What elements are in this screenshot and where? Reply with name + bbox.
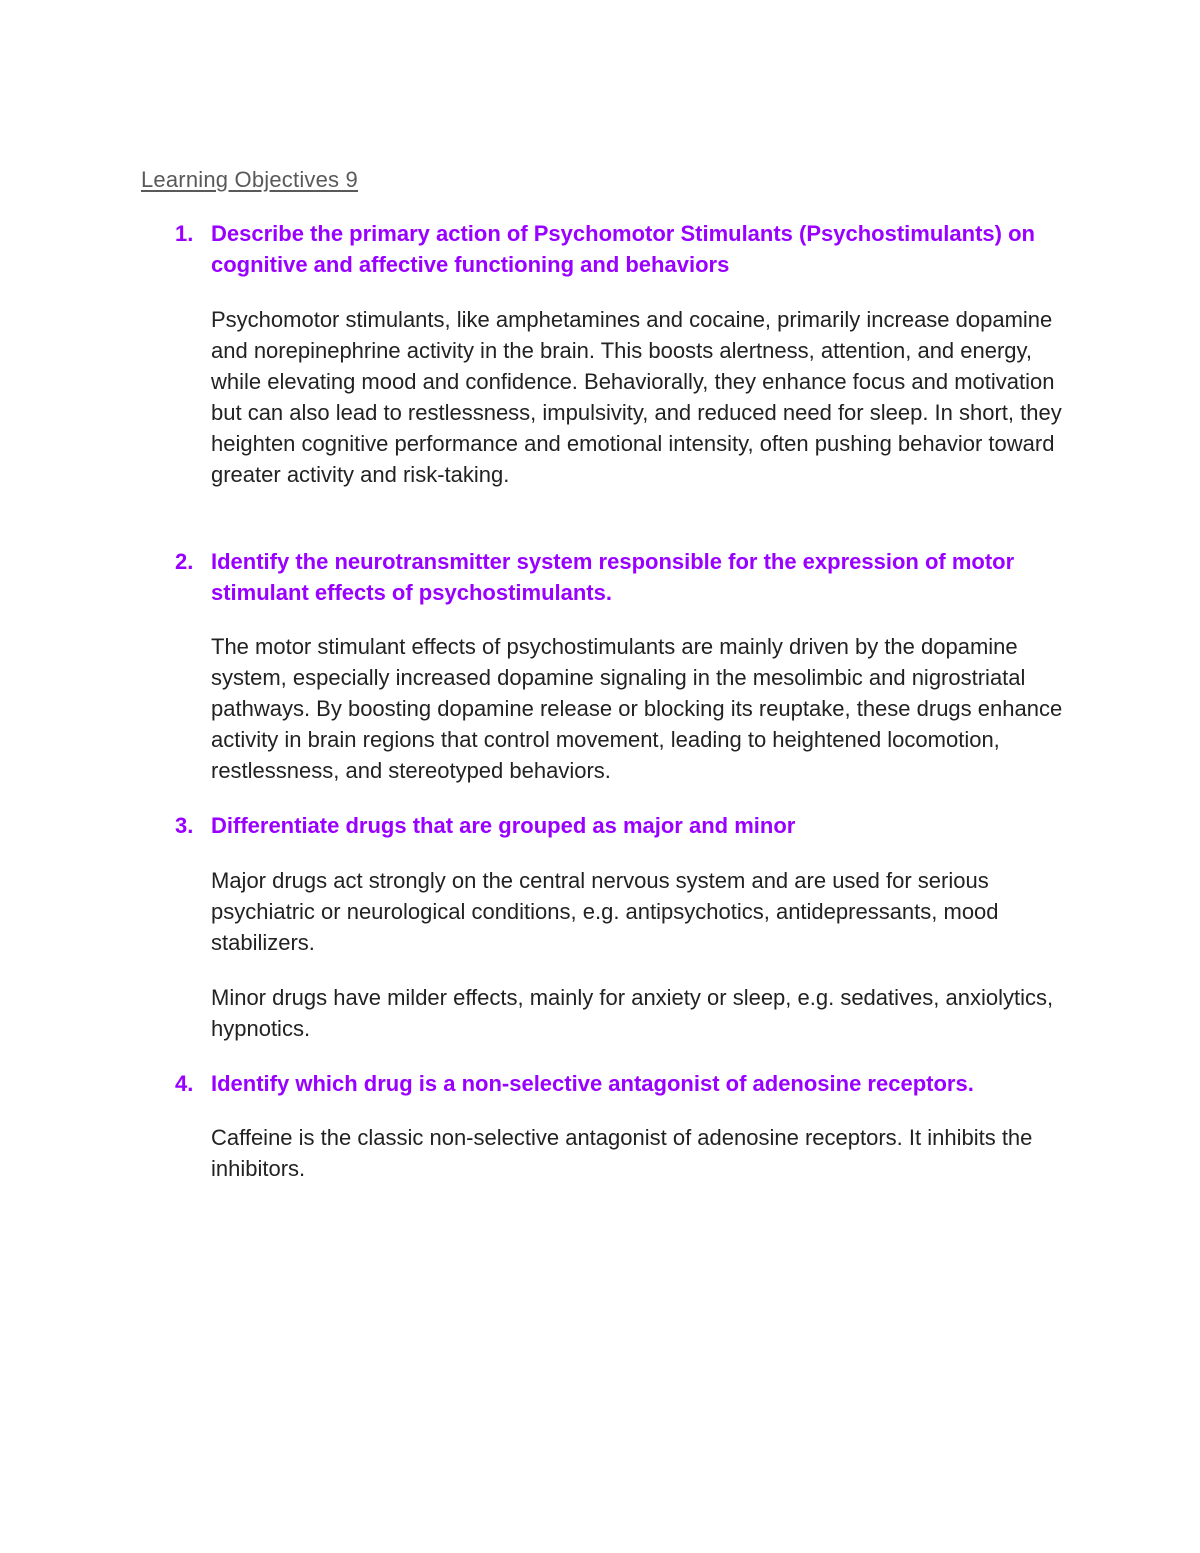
objective-heading: Describe the primary action of Psychomotor Stimulants (Psychostimulants) on cognitive and affective functioning and behaviors xyxy=(211,221,1035,277)
objective-answer-paragraph: Minor drugs have milder effects, mainly for anxiety or sleep, e.g. sedatives, anxiolytics, hypnotics. xyxy=(211,985,1054,1042)
objective-number: 3. xyxy=(175,813,194,838)
objective-heading: Differentiate drugs that are grouped as major and minor xyxy=(211,813,796,838)
objective-number: 2. xyxy=(175,549,194,574)
document-title: Learning Objectives 9 xyxy=(141,167,358,192)
objective-answer-paragraph: Major drugs act strongly on the central nervous system and are used for serious psychiatric or neurological conditions, e.g. antipsychotics, antidepressants, mood stabilizers. xyxy=(211,868,999,956)
objective-answer-paragraph: Caffeine is the classic non-selective antagonist of adenosine receptors. It inhibits the inhibitors. xyxy=(211,1125,1033,1182)
objective-answer-paragraph: Psychomotor stimulants, like amphetamines and cocaine, primarily increase dopamine and norepinephrine activity in the brain. This boosts alertness, attention, and energy, while elevating mood and confidence. Behaviorally, they enhance focus and motivation but can also lead to restlessness, impulsivity, and reduced need for sleep. In short, they heighten cognitive performance and emotional intensity, often pushing behavior toward greater activity and risk-taking. xyxy=(211,307,1062,488)
objective-heading: Identify which drug is a non-selective antagonist of adenosine receptors. xyxy=(211,1071,974,1096)
objective-number: 4. xyxy=(175,1071,194,1096)
objective-heading: Identify the neurotransmitter system responsible for the expression of motor stimulant effects of psychostimulants. xyxy=(211,549,1015,605)
objective-answer-paragraph: The motor stimulant effects of psychostimulants are mainly driven by the dopamine system, especially increased dopamine signaling in the mesolimbic and nigrostriatal pathways. By boosting dopamine release or blocking its reuptake, these drugs enhance activity in brain regions that control movement, leading to heightened locomotion, restlessness, and stereotyped behaviors. xyxy=(211,634,1063,784)
objective-number: 1. xyxy=(175,221,194,246)
